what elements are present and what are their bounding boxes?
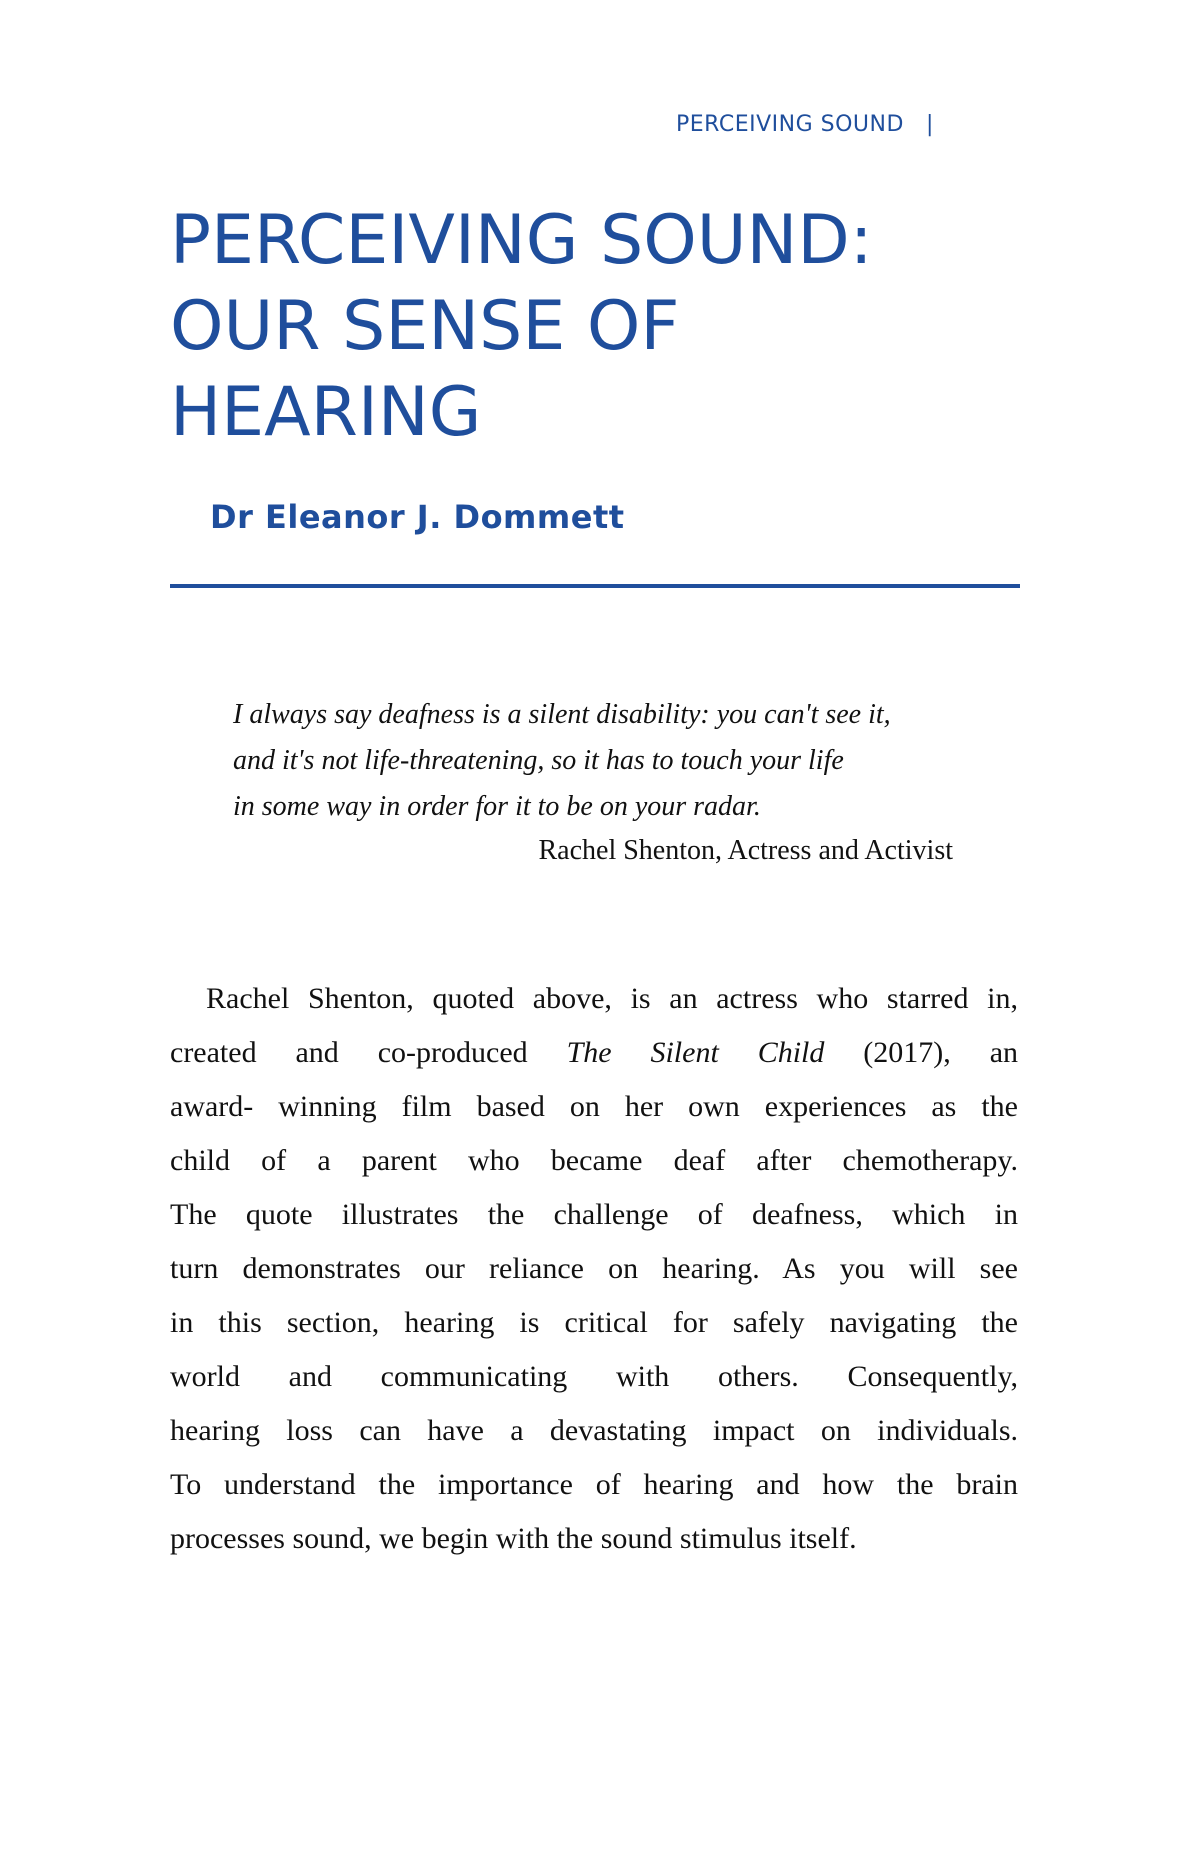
body-line: award- winning film based on her own experiences as the <box>170 1090 1018 1123</box>
chapter-title <box>170 198 1070 456</box>
author-name: Dr Eleanor J. Dommett <box>210 498 625 536</box>
epigraph-quote <box>233 692 953 874</box>
body-line: in this section, hearing is critical for safely navigating the <box>170 1306 1018 1339</box>
body-line: turn demonstrates our reliance on hearing. As you will see <box>170 1252 1018 1285</box>
film-title: The Silent Child <box>566 1036 825 1069</box>
body-line: child of a parent who became deaf after chemotherapy. <box>170 1144 1018 1177</box>
body-line: processes sound, we begin with the sound stimulus itself. <box>170 1522 857 1555</box>
epigraph-attribution: Rachel Shenton, Actress and Activist <box>538 835 953 866</box>
running-header <box>676 112 934 137</box>
body-paragraph <box>170 972 1018 1566</box>
epigraph-line: and it's not life-threatening, so it has to touch your life <box>233 745 844 776</box>
epigraph-line: I always say deafness is a silent disability: you can't see it, <box>233 699 891 730</box>
running-header-title: PERCEIVING SOUND <box>676 112 904 137</box>
body-line: hearing loss can have a devastating impact on individuals. <box>170 1414 1018 1447</box>
body-text-run: created and co-produced <box>170 1036 567 1069</box>
title-divider <box>170 584 1020 588</box>
chapter-title-line: OUR SENSE OF <box>170 287 680 366</box>
body-line: Rachel Shenton, quoted above, is an actress who starred in, <box>206 982 1018 1015</box>
chapter-title-line: PERCEIVING SOUND: <box>170 201 873 280</box>
body-line <box>170 1026 1018 1080</box>
epigraph-line: in some way in order for it to be on your radar. <box>233 791 761 822</box>
body-line: To understand the importance of hearing and how the brain <box>170 1468 1018 1501</box>
body-line: world and communicating with others. Consequently, <box>170 1360 1018 1393</box>
body-text-run: (2017), an <box>824 1036 1019 1069</box>
chapter-title-line: HEARING <box>170 373 482 452</box>
running-header-separator: | <box>925 112 934 137</box>
body-line: The quote illustrates the challenge of deafness, which in <box>170 1198 1018 1231</box>
